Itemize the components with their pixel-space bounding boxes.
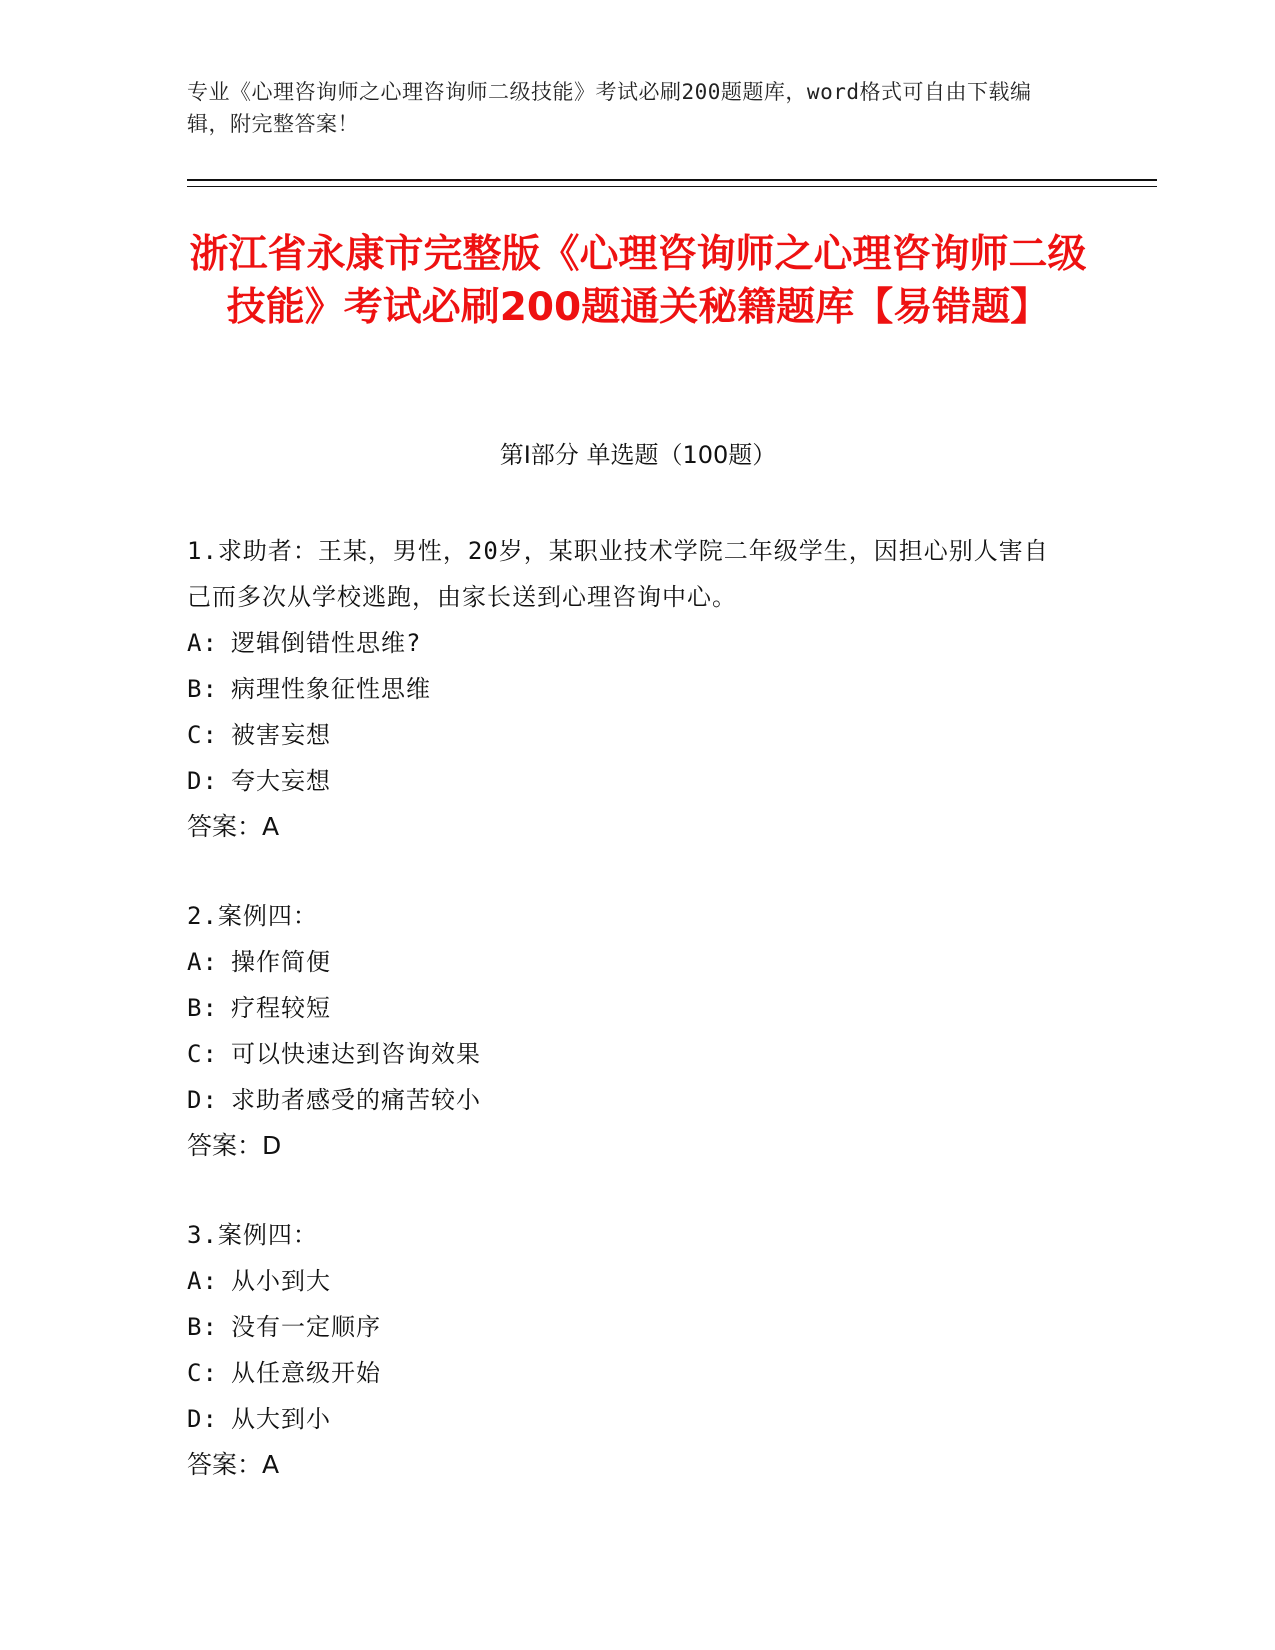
question-item [187,893,1067,1169]
section-heading: 第Ⅰ部分 单选题（100题） [499,441,777,469]
option-letter: C: [187,1359,218,1387]
question-option [187,985,1067,1031]
option-text: 被害妄想 [231,721,331,749]
question-option [187,712,1067,758]
option-text: 疗程较短 [231,994,331,1022]
question-answer: 答案：A [187,1450,280,1479]
question-option [187,666,1067,712]
question-option [187,1304,1067,1350]
option-text: 求助者感受的痛苦较小 [231,1086,481,1114]
question-item [187,1212,1067,1488]
option-text: 没有一定顺序 [231,1313,381,1341]
option-letter: D: [187,1086,218,1114]
question-answer: 答案：A [187,812,280,841]
question-option [187,1396,1067,1442]
option-text: 从任意级开始 [231,1359,381,1387]
question-option [187,758,1067,804]
document-title: 浙江省永康市完整版《心理咨询师之心理咨询师二级技能》考试必刷200题通关秘籍题库【易错题】 [189,232,1087,330]
question-answer: 答案：D [187,1131,282,1160]
question-item [187,528,1067,850]
option-text: 操作简便 [231,948,331,976]
question-option [187,1077,1067,1123]
option-text: 病理性象征性思维 [231,675,431,703]
option-text: 从大到小 [231,1405,331,1433]
header-divider-thin [187,186,1157,187]
question-stem: 3.案例四： [187,1221,318,1249]
question-stem: 1.求助者：王某，男性，20岁，某职业技术学院二年级学生，因担心别人害自己而多次从学校逃跑，由家长送到心理咨询中心。 [187,537,1049,611]
question-option [187,1031,1067,1077]
option-letter: D: [187,1405,218,1433]
option-text: 从小到大 [231,1267,331,1295]
question-list [187,528,1067,1531]
question-option [187,1350,1067,1396]
question-option [187,939,1067,985]
option-letter: B: [187,675,218,703]
header-note: 专业《心理咨询师之心理咨询师二级技能》考试必刷200题题库，word格式可自由下载编辑，附完整答案！ [187,80,1032,136]
option-text: 逻辑倒错性思维? [231,629,422,657]
option-text: 可以快速达到咨询效果 [231,1040,481,1068]
option-letter: C: [187,721,218,749]
option-letter: A: [187,1267,218,1295]
question-option [187,620,1067,666]
option-letter: D: [187,767,218,795]
option-letter: B: [187,994,218,1022]
question-option [187,1258,1067,1304]
option-letter: B: [187,1313,218,1341]
option-letter: A: [187,948,218,976]
option-text: 夸大妄想 [231,767,331,795]
option-letter: A: [187,629,218,657]
question-stem: 2.案例四： [187,902,318,930]
option-letter: C: [187,1040,218,1068]
header-divider-thick [187,179,1157,181]
